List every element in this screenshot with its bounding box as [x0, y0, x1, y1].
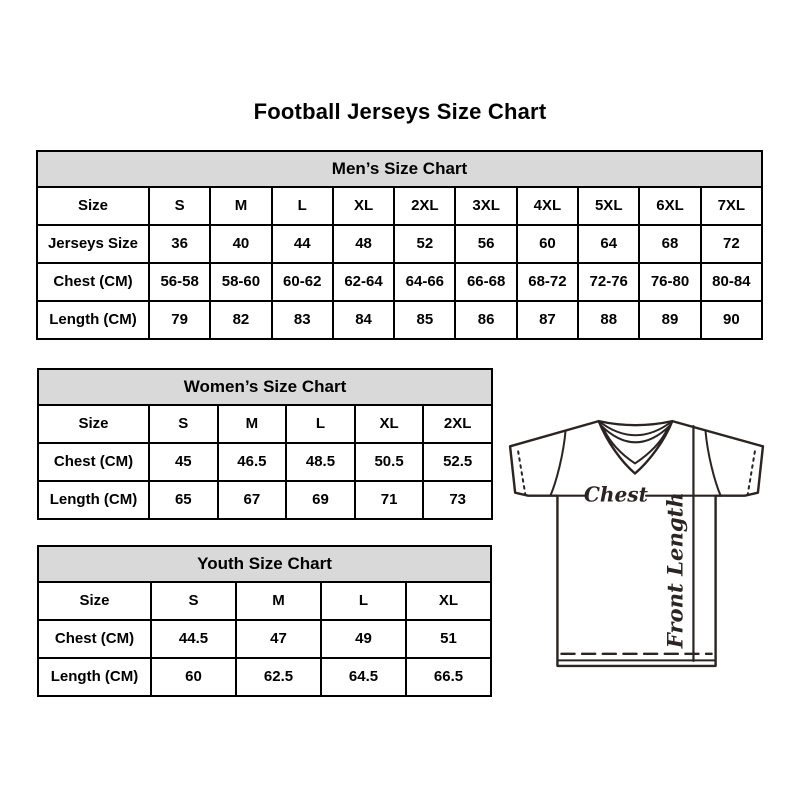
- youth-value-cell: 66.5: [406, 658, 491, 696]
- youth-header-cell: M: [236, 582, 321, 620]
- men-header-cell: 7XL: [701, 187, 762, 225]
- chest-label: Chest: [583, 482, 648, 507]
- men-value-cell: 48: [333, 225, 394, 263]
- women-header-cell: Chest (CM): [38, 443, 149, 481]
- women-value-cell: 65: [149, 481, 218, 519]
- men-value-cell: 82: [210, 301, 271, 339]
- women-value-cell: 45: [149, 443, 218, 481]
- women-header-cell: M: [218, 405, 287, 443]
- jersey-measurement-diagram: [498, 408, 770, 672]
- men-header-cell: L: [272, 187, 333, 225]
- youth-header-cell: XL: [406, 582, 491, 620]
- youth-value-cell: 51: [406, 620, 491, 658]
- men-header-cell: Length (CM): [37, 301, 149, 339]
- men-value-cell: 79: [149, 301, 210, 339]
- youth-header-cell: Chest (CM): [38, 620, 151, 658]
- women-value-cell: 48.5: [286, 443, 355, 481]
- womens-size-table: [37, 368, 493, 520]
- men-value-cell: 90: [701, 301, 762, 339]
- women-header-cell: Size: [38, 405, 149, 443]
- women-table-title: Women’s Size Chart: [38, 369, 492, 405]
- women-value-cell: 69: [286, 481, 355, 519]
- women-header-cell: 2XL: [423, 405, 492, 443]
- women-table-row: [38, 405, 492, 443]
- men-value-cell: 58-60: [210, 263, 271, 301]
- men-header-cell: Jerseys Size: [37, 225, 149, 263]
- men-value-cell: 60: [517, 225, 578, 263]
- men-header-cell: XL: [333, 187, 394, 225]
- men-value-cell: 85: [394, 301, 455, 339]
- youth-value-cell: 62.5: [236, 658, 321, 696]
- men-value-cell: 68: [639, 225, 700, 263]
- youth-table-row: [38, 658, 491, 696]
- men-table-row: [37, 301, 762, 339]
- men-value-cell: 60-62: [272, 263, 333, 301]
- men-value-cell: 72: [701, 225, 762, 263]
- women-header-cell: L: [286, 405, 355, 443]
- men-value-cell: 56: [455, 225, 516, 263]
- men-value-cell: 76-80: [639, 263, 700, 301]
- mens-size-table: [36, 150, 763, 340]
- men-value-cell: 56-58: [149, 263, 210, 301]
- jersey-diagram-svg: [498, 408, 770, 672]
- men-header-cell: S: [149, 187, 210, 225]
- men-header-cell: 2XL: [394, 187, 455, 225]
- men-value-cell: 36: [149, 225, 210, 263]
- men-value-cell: 89: [639, 301, 700, 339]
- men-table-row: [37, 225, 762, 263]
- men-header-cell: M: [210, 187, 271, 225]
- women-value-cell: 46.5: [218, 443, 287, 481]
- jersey-outline: [510, 421, 763, 666]
- front-length-label: Front Length: [662, 492, 688, 649]
- women-value-cell: 52.5: [423, 443, 492, 481]
- women-value-cell: 73: [423, 481, 492, 519]
- youth-header-cell: Size: [38, 582, 151, 620]
- youth-size-table: [37, 545, 492, 697]
- women-header-cell: Length (CM): [38, 481, 149, 519]
- youth-value-cell: 64.5: [321, 658, 406, 696]
- youth-value-cell: 60: [151, 658, 236, 696]
- men-value-cell: 88: [578, 301, 639, 339]
- men-header-cell: 4XL: [517, 187, 578, 225]
- youth-header-cell: L: [321, 582, 406, 620]
- women-header-cell: S: [149, 405, 218, 443]
- men-value-cell: 72-76: [578, 263, 639, 301]
- men-header-cell: 6XL: [639, 187, 700, 225]
- men-table-title: Men’s Size Chart: [37, 151, 762, 187]
- men-value-cell: 44: [272, 225, 333, 263]
- women-value-cell: 67: [218, 481, 287, 519]
- youth-table-title: Youth Size Chart: [38, 546, 491, 582]
- youth-header-cell: Length (CM): [38, 658, 151, 696]
- men-value-cell: 40: [210, 225, 271, 263]
- youth-table-row: [38, 582, 491, 620]
- men-header-cell: Size: [37, 187, 149, 225]
- men-value-cell: 87: [517, 301, 578, 339]
- youth-table-row: [38, 620, 491, 658]
- men-table-row: [37, 187, 762, 225]
- men-value-cell: 86: [455, 301, 516, 339]
- men-table-row: [37, 263, 762, 301]
- youth-value-cell: 44.5: [151, 620, 236, 658]
- men-value-cell: 52: [394, 225, 455, 263]
- men-value-cell: 64: [578, 225, 639, 263]
- men-value-cell: 64-66: [394, 263, 455, 301]
- men-header-cell: 3XL: [455, 187, 516, 225]
- women-header-cell: XL: [355, 405, 424, 443]
- men-value-cell: 62-64: [333, 263, 394, 301]
- men-value-cell: 66-68: [455, 263, 516, 301]
- women-table-row: [38, 481, 492, 519]
- men-value-cell: 84: [333, 301, 394, 339]
- men-header-cell: 5XL: [578, 187, 639, 225]
- women-table-row: [38, 443, 492, 481]
- men-value-cell: 68-72: [517, 263, 578, 301]
- men-value-cell: 80-84: [701, 263, 762, 301]
- men-header-cell: Chest (CM): [37, 263, 149, 301]
- page-title: Football Jerseys Size Chart: [253, 99, 547, 124]
- youth-header-cell: S: [151, 582, 236, 620]
- women-value-cell: 71: [355, 481, 424, 519]
- women-value-cell: 50.5: [355, 443, 424, 481]
- youth-value-cell: 47: [236, 620, 321, 658]
- youth-value-cell: 49: [321, 620, 406, 658]
- men-value-cell: 83: [272, 301, 333, 339]
